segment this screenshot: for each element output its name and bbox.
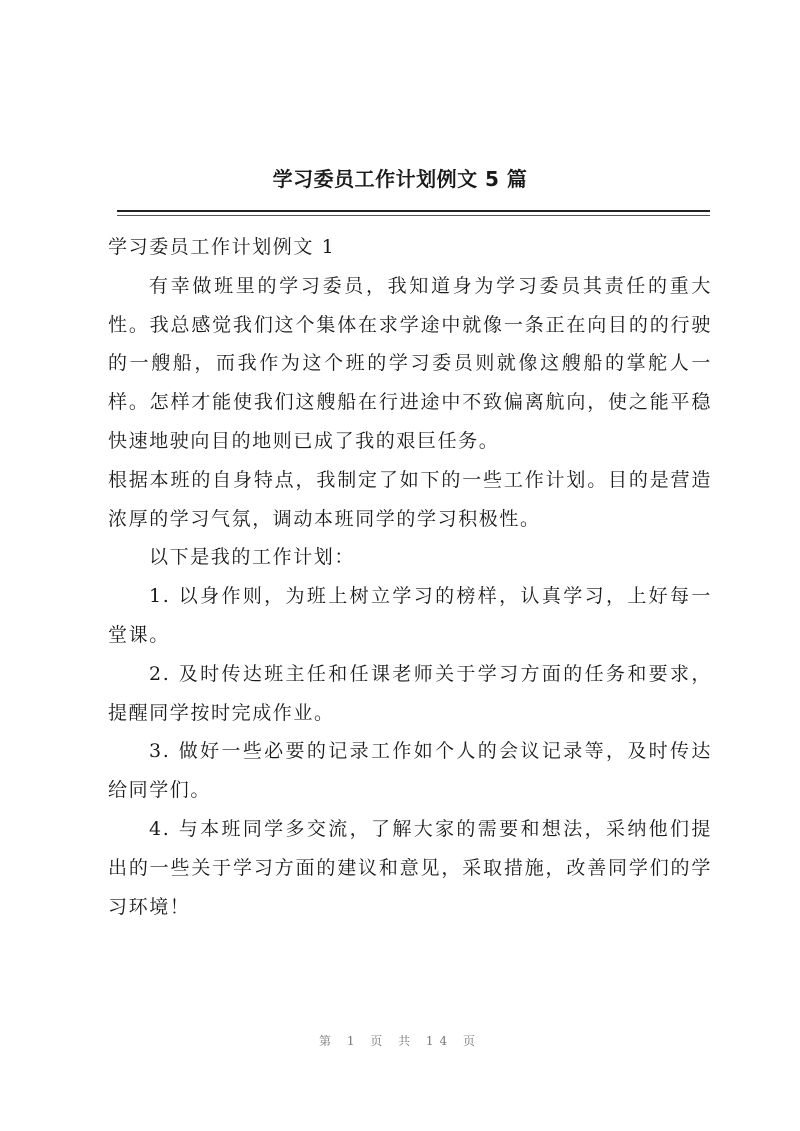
document-title: 学习委员工作计划例文 5 篇 — [272, 167, 528, 191]
plan-item-2: 2. 及时传达班主任和任课老师关于学习方面的任务和要求，提醒同学按时完成作业。 — [108, 662, 712, 724]
plan-item-4: 4. 与本班同学多交流，了解大家的需要和想法，采纳他们提出的一些关于学习方面的建议和意见，采取措施，改善同学们的学习环境！ — [108, 817, 712, 918]
plan-item-1: 1. 以身作则，为班上树立学习的榜样，认真学习，上好每一堂课。 — [108, 585, 712, 646]
section-heading: 学习委员工作计划例文 1 — [108, 236, 336, 258]
paragraph-intro: 有幸做班里的学习委员，我知道身为学习委员其责任的重大性。我总感觉我们这个集体在求学途中就像一条正在向目的的行驶的一艘船，而我作为这个班的学习委员则就像这艘船的掌舵人一样。怎样才能使我们这艘船在行进途中不致偏离航向，使之能平稳快速地驶向目的地则已成了我的艰巨任务。 — [108, 274, 712, 452]
plan-item-3: 3. 做好一些必要的记录工作如个人的会议记录等，及时传达给同学们。 — [108, 740, 712, 802]
title-divider-thick — [117, 210, 710, 212]
page-footer: 第 1 页 共 14 页 — [319, 1034, 481, 1048]
title-divider-thin — [117, 215, 710, 216]
paragraph-plan-lead: 以下是我的工作计划： — [149, 546, 356, 569]
paragraph-purpose: 根据本班的自身特点，我制定了如下的一些工作计划。目的是营造浓厚的学习气氛，调动本班同学的学习积极性。 — [108, 468, 712, 530]
document-body — [108, 228, 712, 926]
